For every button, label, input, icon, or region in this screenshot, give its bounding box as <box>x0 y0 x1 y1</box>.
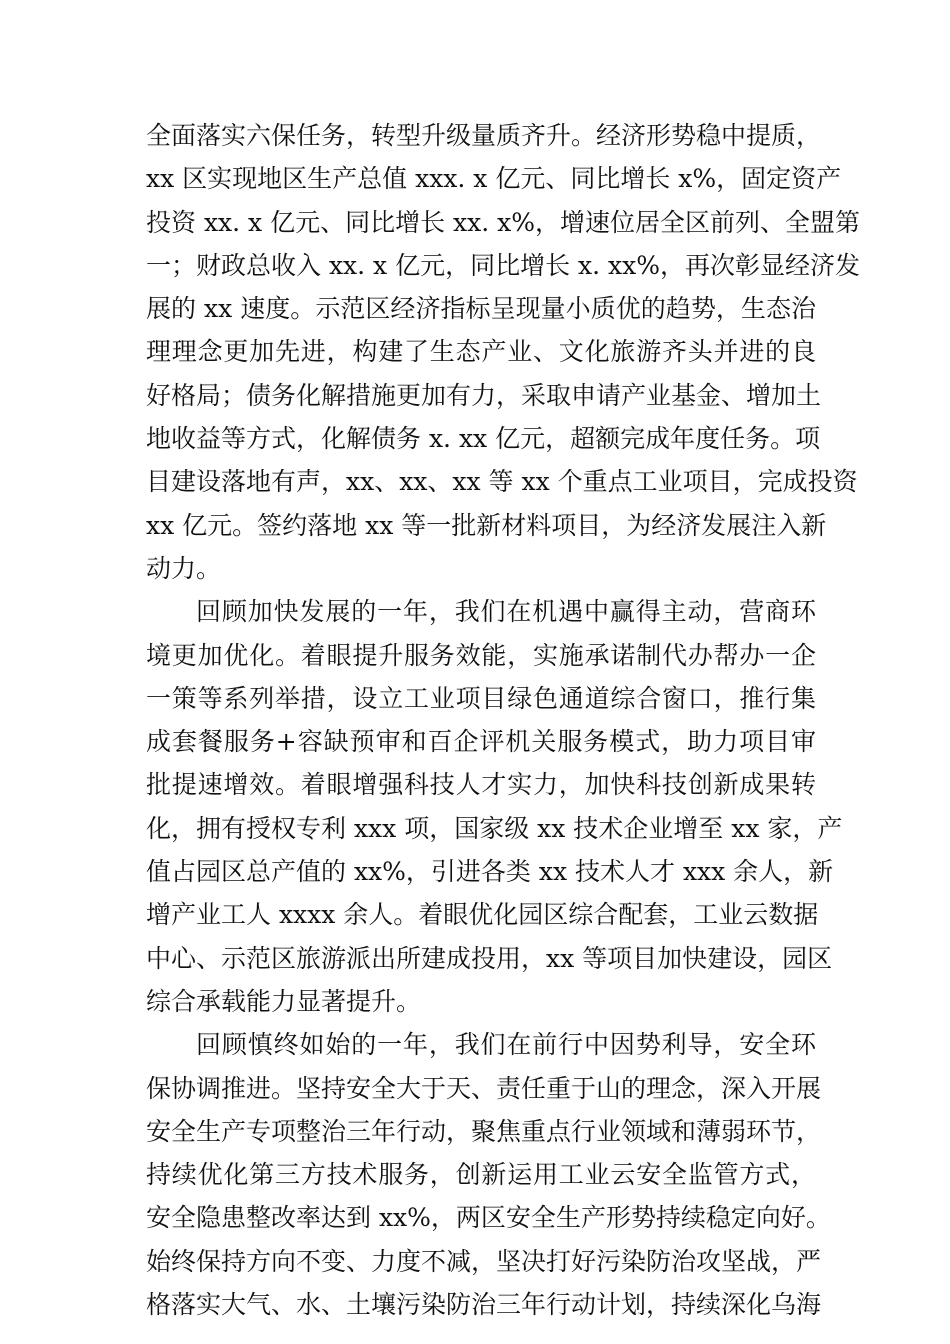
text-line: 展的 xx 速度。示范区经济指标呈现量小质优的趋势，生态治 <box>146 294 816 324</box>
text-line: 安全生产专项整治三年行动，聚焦重点行业领域和薄弱环节， <box>146 1116 822 1146</box>
text-line: xx 亿元。签约落地 xx 等一批新材料项目，为经济发展注入新 <box>146 510 827 540</box>
text-line: 理理念更加先进，构建了生态产业、文化旅游齐头并进的良 <box>146 337 816 367</box>
paragraph-first-line: 回顾加快发展的一年，我们在机遇中赢得主动，营商环 <box>196 597 816 627</box>
text-line: 批提速增效。着眼增强科技人才实力，加快科技创新成果转 <box>146 770 816 800</box>
text-line: 保协调推进。坚持安全大于天、责任重于山的理念，深入开展 <box>146 1073 822 1103</box>
text-line: 综合承载能力显著提升。 <box>146 986 422 1016</box>
text-line: 全面落实六保任务，转型升级量质齐升。经济形势稳中提质， <box>146 121 822 150</box>
text-line: xx 区实现地区生产总值 xxx. x 亿元、同比增长 x%，固定资产 <box>146 164 842 194</box>
text-line: 动力。 <box>146 553 222 583</box>
text-line: 投资 xx. x 亿元、同比增长 xx. x%，增速位居全区前列、全盟第 <box>146 207 860 237</box>
text-line: 增产业工人 xxxx 余人。着眼优化园区综合配套，工业云数据 <box>146 900 819 930</box>
body-text <box>146 114 860 1326</box>
text-line: 值占园区总产值的 xx%，引进各类 xx 技术人才 xxx 余人，新 <box>146 857 834 887</box>
text-line: 一策等系列举措，设立工业项目绿色通道综合窗口，推行集 <box>146 683 816 713</box>
text-line: 中心、示范区旅游派出所建成投用，xx 等项目加快建设，园区 <box>146 943 833 973</box>
text-line: 目建设落地有声，xx、xx、xx 等 xx 个重点工业项目，完成投资 <box>146 467 858 497</box>
text-line: 格落实大气、水、土壤污染防治三年行动计划，持续深化乌海 <box>146 1290 822 1320</box>
text-line: 成套餐服务+容缺预审和百企评机关服务模式，助力项目审 <box>146 727 816 757</box>
paragraph-first-line: 回顾慎终如始的一年，我们在前行中因势利导，安全环 <box>196 1030 816 1060</box>
text-line: 始终保持方向不变、力度不减，坚决打好污染防治攻坚战，严 <box>146 1246 822 1276</box>
text-line: 地收益等方式，化解债务 x. xx 亿元，超额完成年度任务。项 <box>146 424 821 454</box>
text-line: 一；财政总收入 xx. x 亿元，同比增长 x. xx%，再次彰显经济发 <box>146 250 860 280</box>
text-line: 好格局；债务化解措施更加有力，采取申请产业基金、增加土 <box>146 380 822 410</box>
text-line: 境更加优化。着眼提升服务效能，实施承诺制代办帮办一企 <box>146 640 816 670</box>
text-line: 安全隐患整改率达到 xx%，两区安全生产形势持续稳定向好。 <box>146 1203 831 1233</box>
text-line: 持续优化第三方技术服务，创新运用工业云安全监管方式， <box>146 1160 816 1190</box>
text-line: 化，拥有授权专利 xxx 项，国家级 xx 技术企业增至 xx 家，产 <box>146 813 843 843</box>
